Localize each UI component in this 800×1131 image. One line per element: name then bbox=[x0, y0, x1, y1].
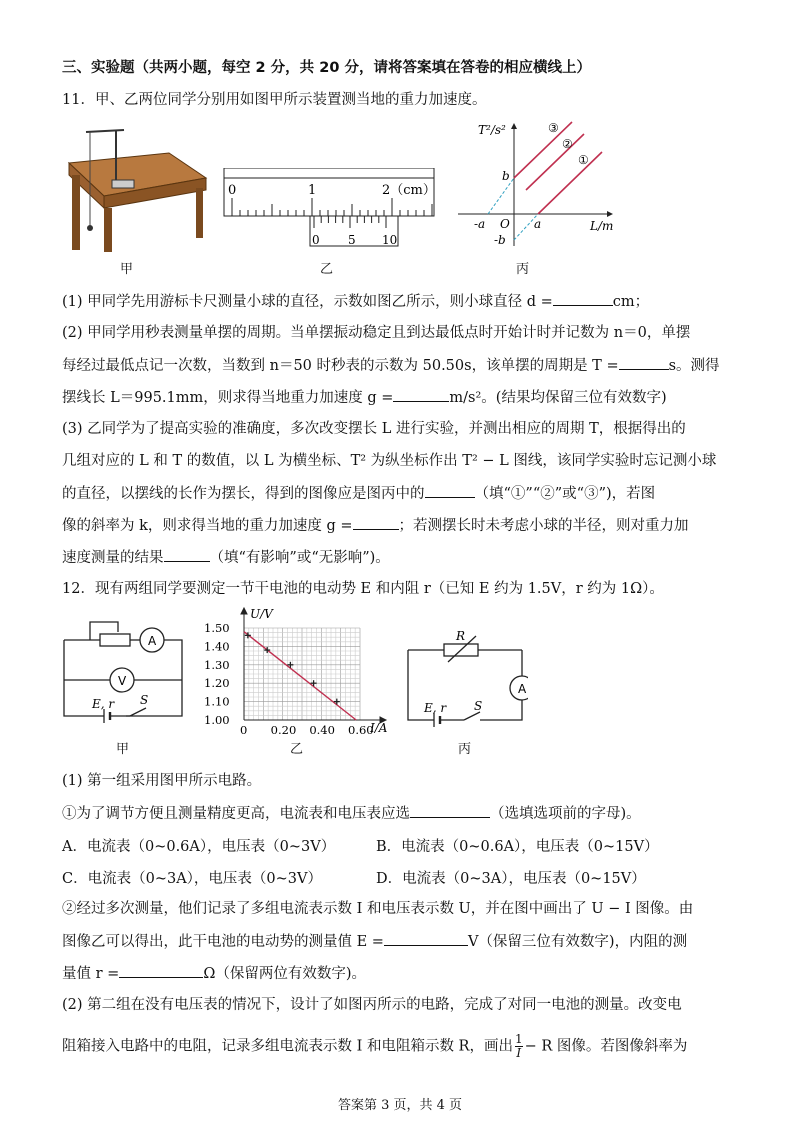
x-tick-label: 0.60 bbox=[348, 723, 374, 737]
label-neg-b: -b bbox=[494, 233, 506, 247]
main-scale-label-2: 2（cm） bbox=[382, 183, 436, 198]
q12-part1-q2-line1: ②经过多次测量，他们记录了多组电流表示数 I 和电压表示数 U，并在图中画出了 U − I 图像。由 bbox=[62, 901, 694, 917]
resistor-label: R bbox=[456, 629, 466, 643]
q12-part1-q1: ①为了调节方便且测量精度更高，电流表和电压表应选 （选填选项前的字母)。 bbox=[62, 803, 641, 824]
option-c: C．电流表（0~3A），电压表（0~3V） bbox=[62, 871, 322, 887]
curve-label-2: ② bbox=[562, 137, 573, 151]
q11-part3-line4: 像的斜率为 k，则求得当地的重力加速度 g = ；若测摆长时未考虑小球的半径，则对重力加 bbox=[62, 515, 689, 536]
graph-ylabel: T²/s² bbox=[478, 123, 506, 137]
answer-blank-gravity[interactable] bbox=[393, 387, 449, 402]
x-tick-label: 0 bbox=[240, 723, 248, 737]
q12-caption-bing: 丙 bbox=[458, 742, 472, 757]
q11-part3-line3: 的直径，以摆线的长作为摆长，得到的图像应是图丙中的 （填“①”“②”或“③”)，若图 bbox=[62, 483, 655, 504]
q12-caption-jia: 甲 bbox=[116, 742, 130, 757]
q12-part1-intro: (1) 第一组采用图甲所示电路。 bbox=[62, 773, 262, 789]
y-tick-label: 1.40 bbox=[204, 639, 230, 654]
curve-label-1: ① bbox=[578, 153, 589, 167]
q12-part2-line1: (2) 第二组在没有电压表的情况下，设计了如图丙所示的电路，完成了对同一电池的测量。改变电 bbox=[62, 997, 682, 1013]
q11-part2-line1: (2) 甲同学用秒表测量单摆的周期。当单摆振动稳定且到达最低点时开始计时并记数为 n＝0，单摆 bbox=[62, 325, 691, 341]
curve-label-3: ③ bbox=[548, 121, 559, 135]
chart-xlabel: I/A bbox=[370, 721, 388, 735]
page-footer: 答案第 3 页，共 4 页 bbox=[337, 1098, 463, 1113]
answer-blank-effect[interactable] bbox=[164, 547, 210, 562]
q11-part2-line3: 摆线长 L＝995.1mm，则求得当地重力加速度 g = m/s²。(结果均保留三位有效数字) bbox=[62, 387, 667, 408]
y-tick-label: 1.10 bbox=[204, 694, 230, 709]
q11-part3-line2: 几组对应的 L 和 T 的数值，以 L 为横坐标、T² 为纵坐标作出 T² − L 图线，该同学实验时忘记测小球 bbox=[62, 453, 717, 469]
q12-part1-q2-line2: 图像乙可以得出，此干电池的电动势的测量值 E = V（保留三位有效数字)，内阻的测 bbox=[62, 931, 687, 952]
ammeter-label-bing: A bbox=[518, 682, 527, 696]
q12-part2-line2: 阻箱接入电路中的电阻，记录多组电流表示数 I 和电阻箱示数 R，画出 $\frac{1}{I}$ − R 图像。若图像斜率为 bbox=[62, 1032, 688, 1060]
answer-blank-emf[interactable] bbox=[384, 931, 468, 946]
q12-caption-yi: 乙 bbox=[290, 742, 304, 757]
y-tick-label: 1.30 bbox=[204, 657, 230, 672]
q11-part3-line5: 速度测量的结果 （填“有影响”或“无影响”)。 bbox=[62, 547, 390, 568]
fig-caption-jia: 甲 bbox=[120, 262, 134, 277]
label-b: b bbox=[502, 169, 510, 183]
answer-blank-slope-g[interactable] bbox=[353, 515, 399, 530]
q12-part1-q2-line3: 量值 r = Ω（保留两位有效数字)。 bbox=[62, 963, 366, 984]
x-tick-label: 0.20 bbox=[270, 723, 297, 737]
fit-line bbox=[244, 632, 356, 720]
fraction-1-over-i: $\frac{1}{I}$ bbox=[514, 1032, 523, 1060]
option-a: A．电流表（0~0.6A），电压表（0~3V） bbox=[62, 839, 336, 855]
q11-stem: 11．甲、乙两位同学分别用如图甲所示装置测当地的重力加速度。 bbox=[62, 92, 487, 108]
fig-caption-bing: 丙 bbox=[516, 262, 530, 277]
x-tick-label: 0.40 bbox=[309, 723, 335, 737]
vernier-label-0: 0 bbox=[312, 233, 320, 247]
voltmeter-label: V bbox=[118, 674, 127, 688]
fig-caption-yi: 乙 bbox=[320, 262, 334, 277]
circuit-bing-figure bbox=[404, 628, 528, 732]
y-tick-label: 1.20 bbox=[204, 676, 230, 691]
circuit-jia-figure bbox=[60, 612, 190, 732]
t2-l-graph-figure bbox=[452, 118, 620, 258]
chart-ylabel: U/V bbox=[250, 607, 273, 621]
switch-label-jia: S bbox=[140, 693, 149, 707]
label-a: a bbox=[534, 217, 542, 231]
answer-blank-resistance[interactable] bbox=[119, 963, 203, 978]
option-d: D．电流表（0~3A），电压表（0~15V） bbox=[376, 871, 646, 887]
answer-blank-curve[interactable] bbox=[425, 483, 475, 498]
y-tick-label: 1.00 bbox=[204, 713, 230, 727]
vernier-label-5: 5 bbox=[348, 233, 356, 247]
vernier-caliper-figure bbox=[222, 168, 437, 250]
q12-stem: 12．现有两组同学要测定一节干电池的电动势 E 和内阻 r（已知 E 约为 1.5V，r 约为 1Ω）。 bbox=[62, 581, 664, 597]
u-i-chart bbox=[198, 606, 398, 746]
y-tick-label: 1.50 bbox=[204, 621, 230, 635]
graph-xlabel: L/m bbox=[590, 219, 614, 233]
vernier-label-10: 10 bbox=[382, 233, 398, 247]
q11-part1: (1) 甲同学先用游标卡尺测量小球的直径，示数如图乙所示，则小球直径 d = cm； bbox=[62, 291, 649, 312]
q11-part2-line2: 每经过最低点记一次数，当数到 n＝50 时秒表的示数为 50.50s，该单摆的周期是 T = s。测得 bbox=[62, 355, 720, 376]
pendulum-table-figure bbox=[64, 118, 214, 256]
label-origin: O bbox=[500, 217, 510, 231]
main-scale-label-0: 0 bbox=[228, 183, 237, 198]
label-neg-a: -a bbox=[474, 217, 486, 231]
answer-blank-meter-choice[interactable] bbox=[410, 803, 490, 818]
answer-blank-period[interactable] bbox=[619, 355, 669, 370]
q11-part3-line1: (3) 乙同学为了提高实验的准确度，多次改变摆长 L 进行实验，并测出相应的周期 T，根据得出的 bbox=[62, 421, 686, 437]
battery-label-jia: E, r bbox=[92, 697, 115, 711]
main-scale-label-1: 1 bbox=[308, 183, 317, 198]
switch-label-bing: S bbox=[474, 699, 483, 713]
answer-blank-diameter[interactable] bbox=[553, 291, 613, 306]
ammeter-label-jia: A bbox=[148, 634, 157, 648]
section-title: 三、实验题（共两小题，每空 2 分，共 20 分，请将答案填在答卷的相应横线上） bbox=[62, 60, 591, 76]
battery-label-bing: E, r bbox=[424, 701, 447, 715]
option-b: B．电流表（0~0.6A），电压表（0~15V） bbox=[376, 839, 659, 855]
